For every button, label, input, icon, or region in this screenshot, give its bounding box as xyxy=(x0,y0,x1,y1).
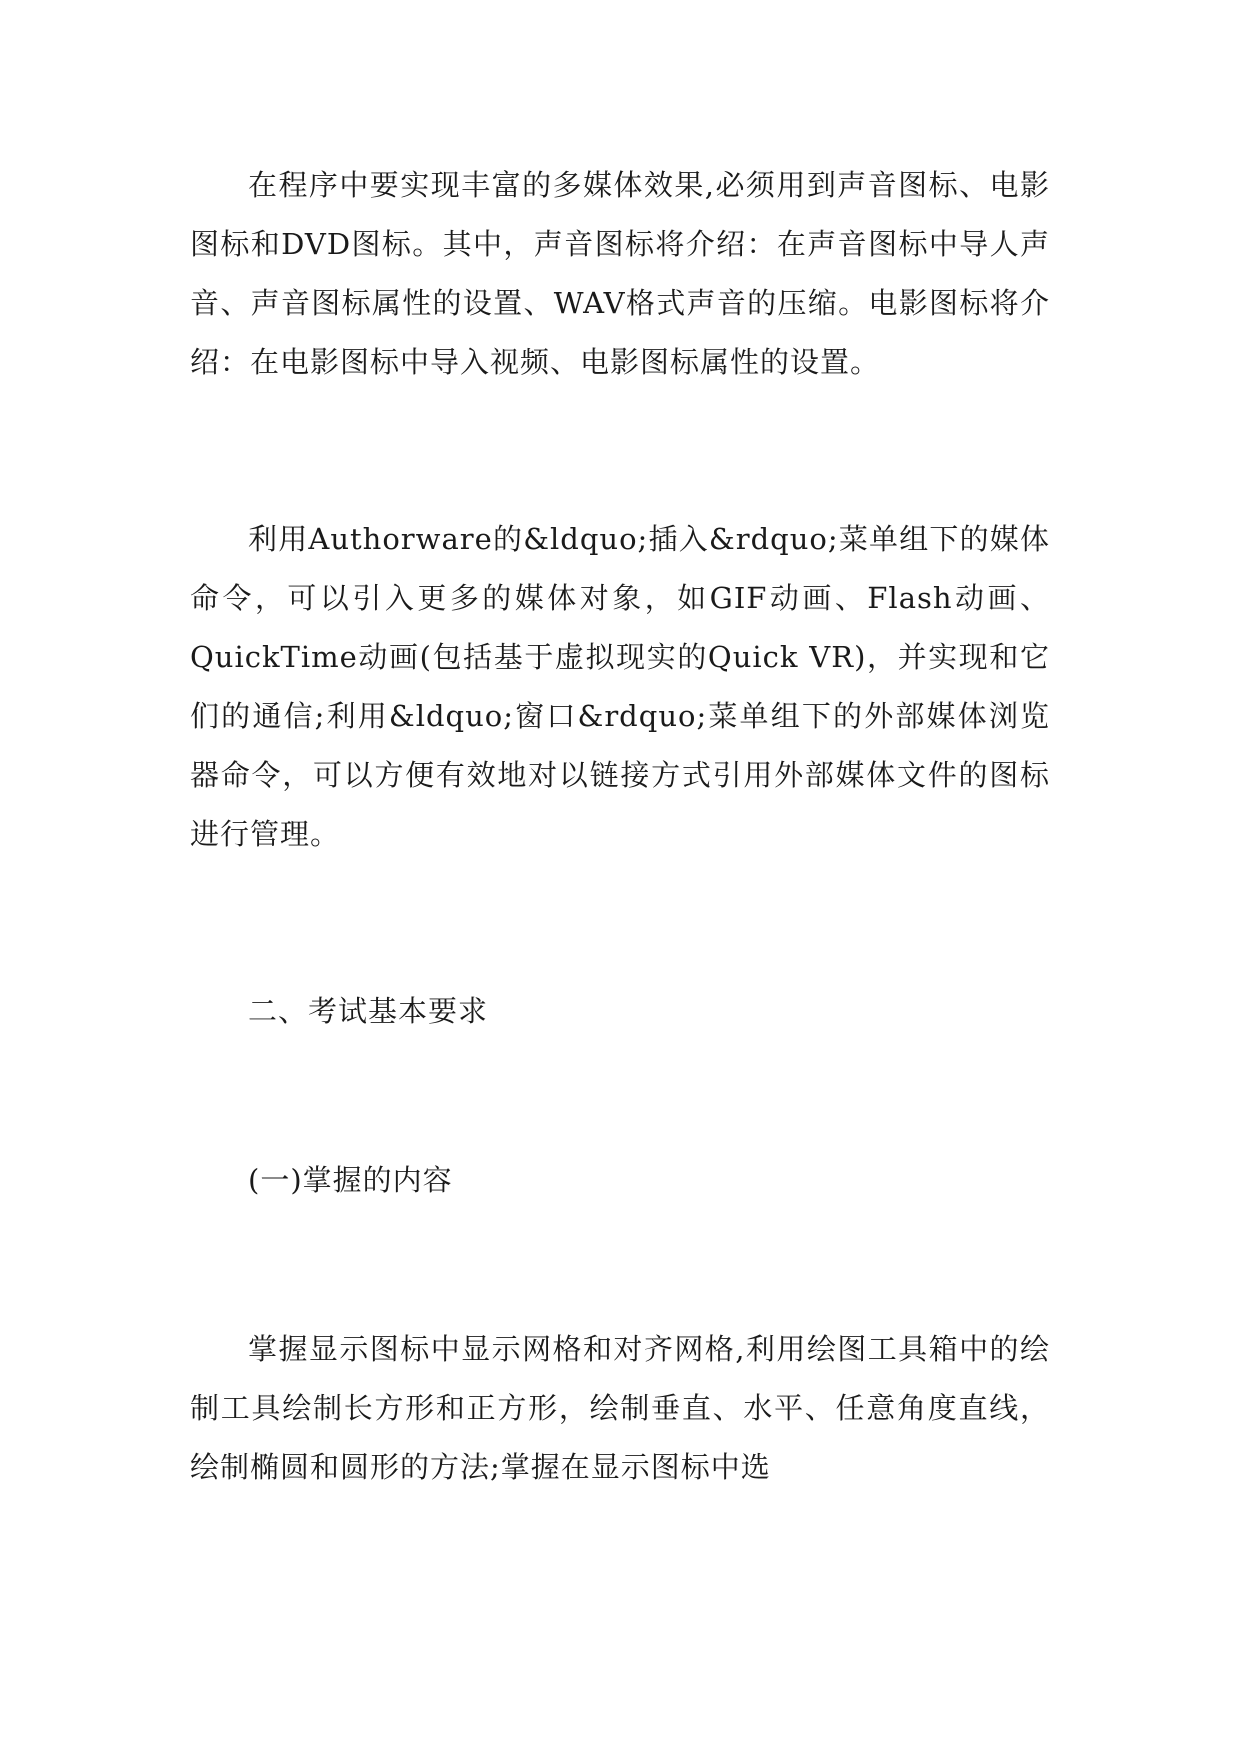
subsection-heading-mastered-content: (一)掌握的内容 xyxy=(248,1163,453,1197)
paragraph-spacer xyxy=(190,1210,1050,1320)
paragraph-spacer xyxy=(190,392,1050,510)
paragraph-display-icon-grid: 掌握显示图标中显示网格和对齐网格,利用绘图工具箱中的绘制工具绘制长方形和正方形，绘制垂直、水平、任意角度直线，绘制椭圆和圆形的方法;掌握在显示图标中选 xyxy=(190,1332,1050,1484)
section-heading-exam-requirements: 二、考试基本要求 xyxy=(248,994,489,1028)
paragraph-multimedia-icons: 在程序中要实现丰富的多媒体效果,必须用到声音图标、电影图标和DVD图标。其中，声音图标将介绍：在声音图标中导人声音、声音图标属性的设置、WAV格式声音的压缩。电影图标将介绍：在电影图标中导入视频、电影图标属性的设置。 xyxy=(190,168,1050,379)
paragraph-media-commands: 利用Authorware的&ldquo;插入&rdquo;菜单组下的媒体命令，可以引入更多的媒体对象，如GIF动画、Flash动画、QuickTime动画(包括基于虚拟现实的Quick VR)，并实现和它们的通信;利用&ldquo;窗口&rdquo;菜单组下的外部媒体浏览器命令，可以方便有效地对以链接方式引用外部媒体文件的图标进行管理。 xyxy=(190,522,1050,851)
paragraph-spacer xyxy=(190,1041,1050,1151)
paragraph-spacer xyxy=(190,864,1050,982)
document-body xyxy=(190,156,1050,1497)
